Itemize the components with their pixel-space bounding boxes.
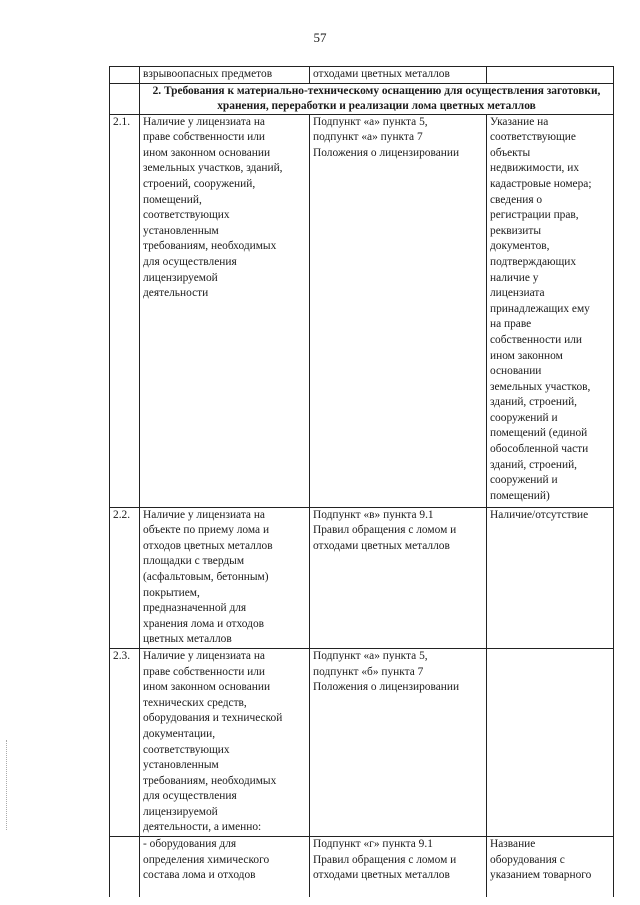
row-number-cell: 2.1. (110, 114, 140, 507)
table-row (110, 114, 614, 507)
table-row (110, 648, 614, 836)
reference-cell: Подпункт «а» пункта 5, подпункт «б» пункта 7 Положения о лицензировании (310, 648, 487, 836)
note-cell (487, 67, 614, 84)
note-cell (487, 648, 614, 836)
section-title: 2. Требования к материально-техническому оснащению для осуществления заготовки, хранения, переработки и реализации лома цветных металлов (140, 83, 614, 114)
scan-margin-marks (6, 740, 13, 830)
row-number-cell: 2.3. (110, 648, 140, 836)
row-number-cell (110, 67, 140, 84)
note-cell: Указание на соответствующие объекты недвижимости, их кадастровые номера; сведения о регистрации прав, реквизиты документов, подтверждающих наличие у лицензиата принадлежащих ему на праве собственности или ином законном основании земельных участков, зданий, строений, сооружений и помещений (единой обособленной части зданий, строений, сооружений и помещений) (487, 114, 614, 507)
reference-cell: Подпункт «г» пункта 9.1 Правил обращения с ломом и отходами цветных металлов (310, 837, 487, 898)
requirement-cell: Наличие у лицензиата на праве собственности или ином законном основании земельных участков, зданий, строений, сооружений, помещений, соответствующих установленным требованиям, необходимых для осуществления лицензируемой деятельности (140, 114, 310, 507)
requirement-cell: - оборудования для определения химического состава лома и отходов (140, 837, 310, 898)
page-number: 57 (313, 30, 327, 45)
note-cell: Название оборудования с указанием товарного (487, 837, 614, 898)
requirement-cell: Наличие у лицензиата на объекте по приему лома и отходов цветных металлов площадки с твердым (асфальтовым, бетонным) покрытием, предназначенной для хранения лома и отходов цветных металлов (140, 507, 310, 648)
note-cell: Наличие/отсутствие (487, 507, 614, 648)
reference-cell: отходами цветных металлов (310, 67, 487, 84)
row-number-cell (110, 837, 140, 898)
row-number-cell (110, 83, 140, 114)
table-row (110, 507, 614, 648)
table-row (110, 837, 614, 898)
requirement-cell: Наличие у лицензиата на праве собственности или ином законном основании технических средств, оборудования и технической документации, соответствующих установленным требованиям, необходимых для осуществления лицензируемой деятельности, а именно: (140, 648, 310, 836)
requirement-cell: взрывоопасных предметов (140, 67, 310, 84)
reference-cell: Подпункт «а» пункта 5, подпункт «а» пункта 7 Положения о лицензировании (310, 114, 487, 507)
row-number-cell: 2.2. (110, 507, 140, 648)
section-header-row (110, 83, 614, 114)
table-row (110, 67, 614, 84)
licensing-requirements-table (109, 66, 614, 897)
reference-cell: Подпункт «в» пункта 9.1 Правил обращения с ломом и отходами цветных металлов (310, 507, 487, 648)
